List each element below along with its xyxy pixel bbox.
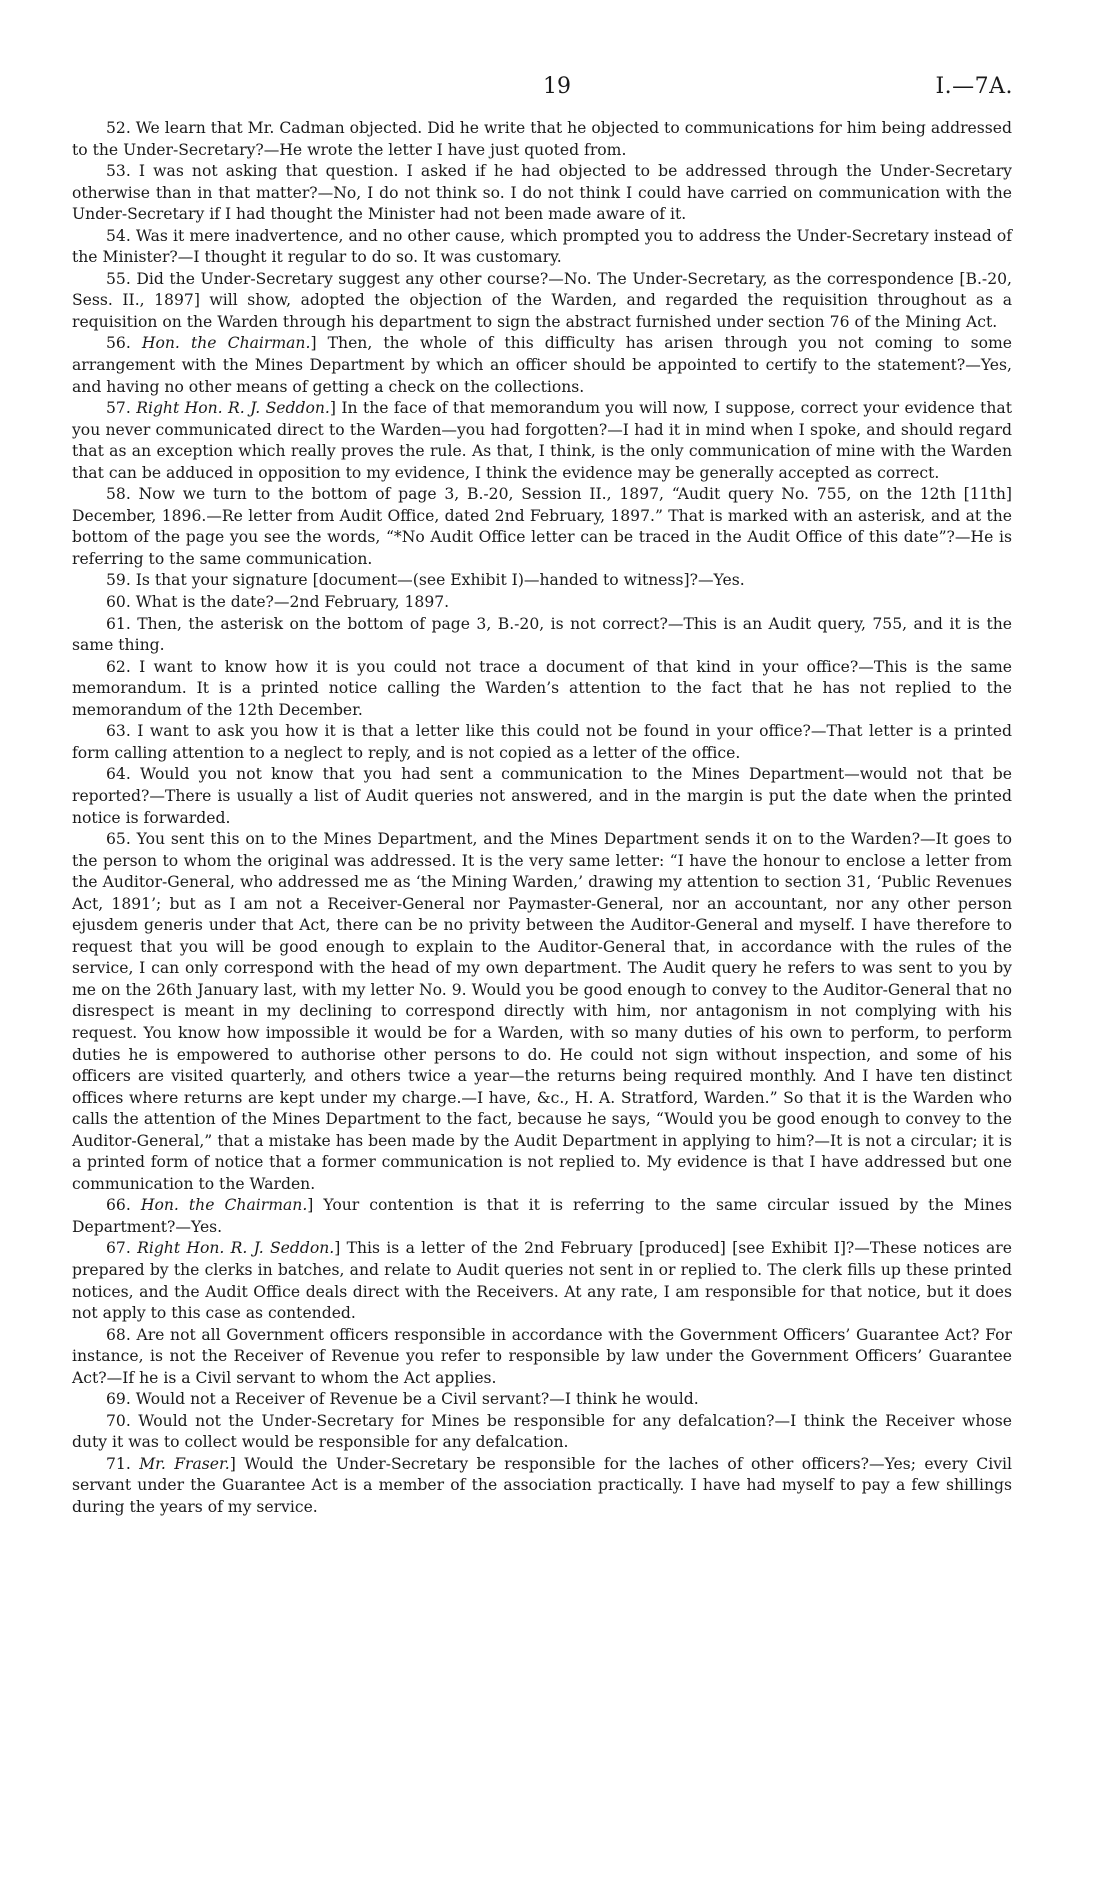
question-paragraph <box>72 1454 1012 1519</box>
question-paragraph <box>72 657 1012 722</box>
paragraph-text: 70. Would not the Under-Secretary for Mines be responsible for any defalcation?—I think the Receiver whose duty it was to collect would be responsible for any defalcation. <box>72 1411 1012 1452</box>
question-paragraph <box>72 161 1012 226</box>
speaker-name: Hon. the Chairman. <box>140 1196 308 1215</box>
question-number: 57. <box>106 399 137 418</box>
question-paragraph <box>72 484 1012 570</box>
speaker-name: Right Hon. R. J. Seddon. <box>137 1239 335 1258</box>
paragraph-text: 58. Now we turn to the bottom of page 3, B.-20, Session II., 1897, “Audit query No. 755, on the 12th [11th] December, 1896.—Re letter from Audit Office, dated 2nd February, 1897.” That is marked with an asterisk, and at the bottom of the page you see the words, “*No Audit Office letter can be traced in the Audit Office of this date”?—He is referring to the same communication. <box>72 485 1012 568</box>
question-paragraph <box>72 592 1012 614</box>
document-body <box>72 118 1012 1519</box>
paragraph-text: 64. Would you not know that you had sent a communication to the Mines Department—would not that be reported?—There is usually a list of Audit queries not answered, and in the margin is put the date when the printed notice is forwarded. <box>72 765 1012 827</box>
question-paragraph <box>72 721 1012 764</box>
question-paragraph <box>72 570 1012 592</box>
question-number: 71. <box>106 1454 140 1473</box>
paragraph-text: ] Your contention is that it is referring to the same circular issued by the Mines Department?—Yes. <box>72 1196 1012 1236</box>
question-paragraph <box>72 1195 1012 1238</box>
paragraph-text: 62. I want to know how it is you could not trace a document of that kind in your office?—This is the same memorandum. It is a printed notice calling the Warden’s attention to the fact that he has not replied to the memorandum of the 12th December. <box>72 657 1012 719</box>
paragraph-text: 55. Did the Under-Secretary suggest any other course?—No. The Under-Secretary, as the correspondence [B.-20, Sess. II., 1897] will show, adopted the objection of the Warden, and regarded the requisition throughout as a requisition on the Warden through his department to sign the abstract furnished under section 76 of the Mining Act. <box>72 269 1012 331</box>
paragraph-text: 59. Is that your signature [document—(see Exhibit I)—handed to witness]?—Yes. <box>106 571 745 590</box>
paragraph-text: ] Would the Under-Secretary be responsible for the laches of other officers?—Yes; every Civil servant under the Guarantee Act is a member of the association practically. I have had myself to pay a few shillings during the years of my service. <box>72 1454 1012 1516</box>
paragraph-text: 60. What is the date?—2nd February, 1897. <box>106 593 450 612</box>
question-paragraph <box>72 118 1012 161</box>
question-paragraph <box>72 1411 1012 1454</box>
document-reference: I.—7A. <box>935 74 1013 99</box>
page-number: 19 <box>543 74 571 99</box>
paragraph-text: 65. You sent this on to the Mines Department, and the Mines Department sends it on to the Warden?—It goes to the person to whom the original was addressed. It is the very same letter: “I have the honour to enclose a letter from the Auditor-General, who addressed me as ‘the Mining Warden,’ drawing my attention to section 31, ‘Public Revenues Act, 1891’; but as I am not a Receiver-General nor Paymaster-General, nor an accountant, nor any other person ejusdem generis under that Act, there can be no privity between the Auditor-General and myself. I have therefore to request that you will be good enough to explain to the Auditor-General that, in accordance with the rules of the service, I can only correspond with the head of my own department. The Audit query he refers to was sent to you by me on the 26th January last, with my letter No. 9. Would you be good enough to convey to the Auditor-General that no disrespect is meant in my declining to correspond directly with him, nor antagonism in not complying with his request. You know how impossible it would be for a Warden, with so many duties of his own to perform, to perform duties he is empowered to authorise other persons to do. He could not sign without inspection, and some of his officers are visited quarterly, and others twice a year—the returns being required monthly. And I have ten distinct offices where returns are kept under my charge.—I have, &c., H. A. Stratford, Warden.” So that it is the Warden who calls the attention of the Mines Department to the fact, because he says, “Would you be good enough to convey to the Auditor-General,” that a mistake has been made by the Audit Department in applying to him?—It is not a circular; it is a printed form of notice that a former communication is not replied to. My evidence is that I have addressed but one communication to the Warden. <box>72 830 1012 1193</box>
question-paragraph <box>72 764 1012 829</box>
paragraph-text: 61. Then, the asterisk on the bottom of page 3, B.-20, is not correct?—This is an Audit query, 755, and it is the same thing. <box>72 614 1012 655</box>
paragraph-text: 63. I want to ask you how it is that a letter like this could not be found in your office?—That letter is a printed form calling attention to a neglect to reply, and is not copied as a letter of the office. <box>72 722 1012 762</box>
question-paragraph <box>72 1325 1012 1390</box>
question-number: 67. <box>106 1239 138 1258</box>
paragraph-text: 53. I was not asking that question. I asked if he had objected to be addressed through the Under-Secretary otherwise than in that matter?—No, I do not think so. I do not think I could have carried on communication with the Under-Secretary if I had thought the Minister had not been made aware of it. <box>72 162 1012 224</box>
question-paragraph <box>72 614 1012 657</box>
question-number: 66. <box>106 1196 141 1215</box>
question-paragraph <box>72 269 1012 334</box>
question-paragraph <box>72 829 1012 1195</box>
paragraph-text: 52. We learn that Mr. Cadman objected. Did he write that he objected to communications for him being addressed to the Under-Secretary?—He wrote the letter I have just quoted from. <box>72 119 1012 159</box>
speaker-name: Mr. Fraser. <box>139 1454 230 1473</box>
speaker-name: Hon. the Chairman. <box>141 334 311 353</box>
paragraph-text: ] In the face of that memorandum you will now, I suppose, correct your evidence that you never communicated direct to the Warden—you had forgotten?—I had it in mind when I spoke, and should regard that as an exception which really proves the rule. As that, I think, is the only communication of mine with the Warden that can be adduced in opposition to my evidence, I think the evidence may be generally accepted as correct. <box>72 399 1012 482</box>
speaker-name: Right Hon. R. J. Seddon. <box>136 399 330 418</box>
question-paragraph <box>72 398 1012 484</box>
question-paragraph <box>72 1238 1012 1324</box>
paragraph-text: ] This is a letter of the 2nd February [produced] [see Exhibit I]?—These notices are prepared by the clerks in batches, and relate to Audit queries not sent in or replied to. The clerk fills up these printed notices, and the Audit Office deals direct with the Receivers. At any rate, I am responsible for that notice, but it does not apply to this case as contended. <box>72 1239 1012 1323</box>
question-paragraph <box>72 1389 1012 1411</box>
paragraph-text: 69. Would not a Receiver of Revenue be a Civil servant?—I think he would. <box>106 1390 699 1409</box>
question-number: 56. <box>106 334 142 353</box>
paragraph-text: ] Then, the whole of this difficulty has arisen through you not coming to some arrangement with the Mines Department by which an officer should be appointed to certify to the statement?—Yes, and having no other means of getting a check on the collections. <box>72 334 1012 396</box>
paragraph-text: 68. Are not all Government officers responsible in accordance with the Government Officers’ Guarantee Act? For instance, is not the Receiver of Revenue you refer to responsible by law under the Government Officers’ Guarantee Act?—If he is a Civil servant to whom the Act applies. <box>72 1325 1012 1387</box>
question-paragraph <box>72 333 1012 398</box>
paragraph-text: 54. Was it mere inadvertence, and no other cause, which prompted you to address the Under-Secretary instead of the Minister?—I thought it regular to do so. It was customary. <box>72 226 1012 267</box>
question-paragraph <box>72 226 1012 269</box>
page-header <box>0 74 1114 104</box>
